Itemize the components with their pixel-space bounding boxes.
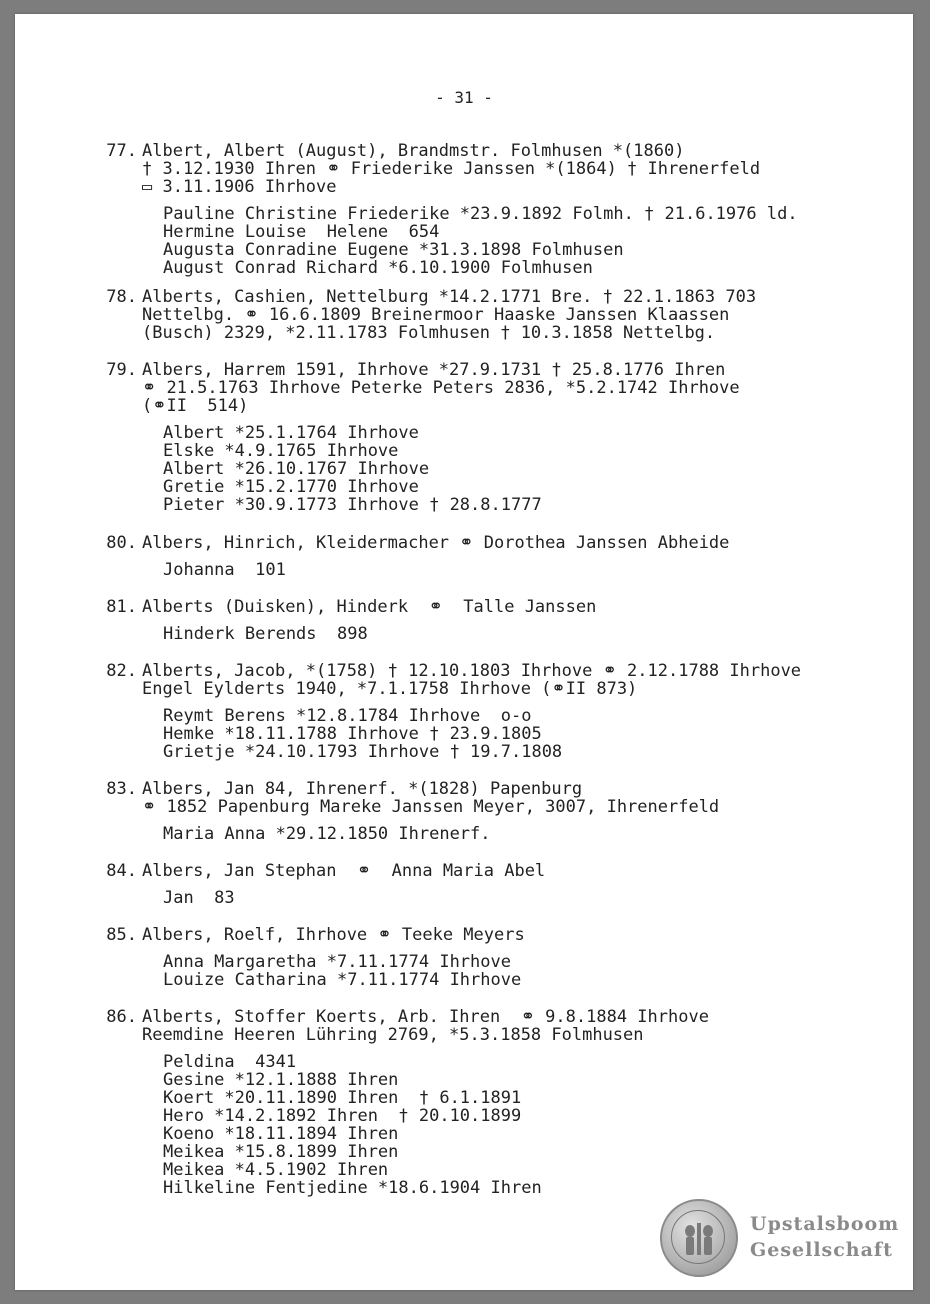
seal-icon bbox=[660, 1199, 738, 1277]
entry-line: Albers, Jan Stephan ⚭ Anna Maria Abel bbox=[142, 861, 546, 881]
child-line: Reymt Berens *12.8.1784 Ihrhove o-o bbox=[163, 706, 532, 726]
child-line: Hermine Louise Helene 654 bbox=[163, 222, 440, 242]
entry-line: Reemdine Heeren Lühring 2769, *5.3.1858 Folmhusen bbox=[142, 1025, 644, 1045]
entry-line: Engel Eylderts 1940, *7.1.1758 Ihrhove (⚭II 873) bbox=[142, 679, 638, 699]
page-number: - 31 - bbox=[435, 88, 493, 107]
child-line: Meikea *15.8.1899 Ihren bbox=[163, 1142, 399, 1162]
child-line: Maria Anna *29.12.1850 Ihrenerf. bbox=[163, 824, 491, 844]
entry-line: Albers, Jan 84, Ihrenerf. *(1828) Papenburg bbox=[142, 779, 583, 799]
child-line: Grietje *24.10.1793 Ihrhove † 19.7.1808 bbox=[163, 742, 563, 762]
child-line: Hilkeline Fentjedine *18.6.1904 Ihren bbox=[163, 1178, 542, 1198]
logo-line-1: Upstalsboom bbox=[750, 1213, 900, 1235]
child-line: Pauline Christine Friederike *23.9.1892 Folmh. † 21.6.1976 ld. bbox=[163, 204, 798, 224]
entry-line: (Busch) 2329, *2.11.1783 Folmhusen † 10.3.1858 Nettelbg. bbox=[142, 323, 716, 343]
entry-number: 80. bbox=[106, 533, 137, 553]
child-line: Anna Margaretha *7.11.1774 Ihrhove bbox=[163, 952, 511, 972]
entry-number: 83. bbox=[106, 779, 137, 799]
entry-line: Alberts, Stoffer Koerts, Arb. Ihren ⚭ 9.8.1884 Ihrhove bbox=[142, 1007, 709, 1027]
child-line: Albert *26.10.1767 Ihrhove bbox=[163, 459, 430, 479]
child-line: Louize Catharina *7.11.1774 Ihrhove bbox=[163, 970, 522, 990]
child-line: Koeno *18.11.1894 Ihren bbox=[163, 1124, 399, 1144]
entry-line: ⚭ 1852 Papenburg Mareke Janssen Meyer, 3007, Ihrenerfeld bbox=[142, 797, 720, 817]
entry-number: 79. bbox=[106, 360, 137, 380]
entry-line: Alberts, Jacob, *(1758) † 12.10.1803 Ihrhove ⚭ 2.12.1788 Ihrhove bbox=[142, 661, 802, 681]
child-line: Meikea *4.5.1902 Ihren bbox=[163, 1160, 389, 1180]
child-line: Pieter *30.9.1773 Ihrhove † 28.8.1777 bbox=[163, 495, 542, 515]
entry-line: Alberts, Cashien, Nettelburg *14.2.1771 Bre. † 22.1.1863 703 bbox=[142, 287, 757, 307]
child-line: Peldina 4341 bbox=[163, 1052, 297, 1072]
child-line: Gretie *15.2.1770 Ihrhove bbox=[163, 477, 419, 497]
entry-number: 84. bbox=[106, 861, 137, 881]
logo-line-2: Gesellschaft bbox=[750, 1239, 893, 1261]
child-line: Hinderk Berends 898 bbox=[163, 624, 368, 644]
entry-number: 85. bbox=[106, 925, 137, 945]
child-line: Koert *20.11.1890 Ihren † 6.1.1891 bbox=[163, 1088, 522, 1108]
entry-number: 82. bbox=[106, 661, 137, 681]
entry-line: ▭ 3.11.1906 Ihrhove bbox=[142, 177, 337, 197]
entry-line: (⚭II 514) bbox=[142, 396, 249, 416]
child-line: Johanna 101 bbox=[163, 560, 286, 580]
entry-number: 86. bbox=[106, 1007, 137, 1027]
entry-line: Albert, Albert (August), Brandmstr. Folmhusen *(1860) bbox=[142, 141, 685, 161]
entry-line: Albers, Roelf, Ihrhove ⚭ Teeke Meyers bbox=[142, 925, 525, 945]
child-line: Gesine *12.1.1888 Ihren bbox=[163, 1070, 399, 1090]
child-line: Albert *25.1.1764 Ihrhove bbox=[163, 423, 419, 443]
entry-number: 81. bbox=[106, 597, 137, 617]
child-line: Hero *14.2.1892 Ihren † 20.10.1899 bbox=[163, 1106, 522, 1126]
child-line: Hemke *18.11.1788 Ihrhove † 23.9.1805 bbox=[163, 724, 542, 744]
entry-line: † 3.12.1930 Ihren ⚭ Friederike Janssen *(1864) † Ihrenerfeld bbox=[142, 159, 761, 179]
child-line: Elske *4.9.1765 Ihrhove bbox=[163, 441, 399, 461]
entry-line: Albers, Hinrich, Kleidermacher ⚭ Dorothea Janssen Abheide bbox=[142, 533, 730, 553]
society-logo bbox=[660, 1199, 905, 1279]
entry-line: Albers, Harrem 1591, Ihrhove *27.9.1731 † 25.8.1776 Ihren bbox=[142, 360, 726, 380]
child-line: August Conrad Richard *6.10.1900 Folmhusen bbox=[163, 258, 593, 278]
child-line: Jan 83 bbox=[163, 888, 235, 908]
entry-line: Nettelbg. ⚭ 16.6.1809 Breinermoor Haaske Janssen Klaassen bbox=[142, 305, 730, 325]
child-line: Augusta Conradine Eugene *31.3.1898 Folmhusen bbox=[163, 240, 624, 260]
entry-line: Alberts (Duisken), Hinderk ⚭ Talle Janssen bbox=[142, 597, 597, 617]
entry-number: 78. bbox=[106, 287, 137, 307]
entry-number: 77. bbox=[106, 141, 137, 161]
document-page bbox=[15, 14, 913, 1290]
entry-line: ⚭ 21.5.1763 Ihrhove Peterke Peters 2836, *5.2.1742 Ihrhove bbox=[142, 378, 740, 398]
